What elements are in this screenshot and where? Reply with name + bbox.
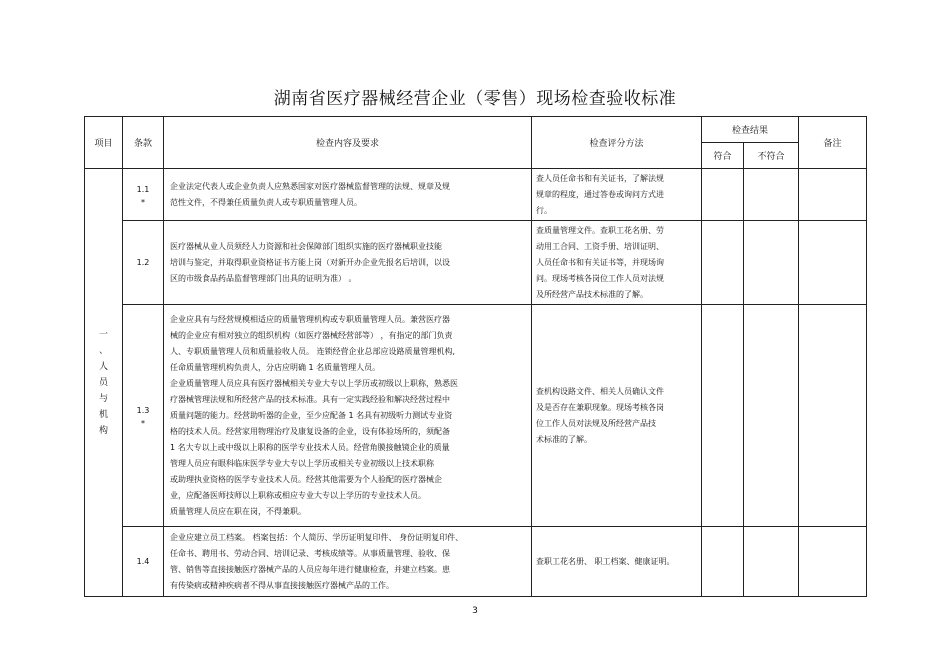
header-row — [85, 117, 867, 143]
clause-cell: 1.4 — [123, 527, 164, 597]
inspection-standards-table — [84, 116, 867, 597]
method-cell: 查质量管理文件。查职工花名册、劳 动用工合同、工资手册、培训证明、 人员任命书和有关证书等，并现场询 问。现场考核各岗位工作人员对法规 及所经营产品技术标准的了解。 — [532, 221, 702, 305]
pass-cell[interactable] — [702, 527, 744, 597]
header-content: 检查内容及要求 — [164, 117, 532, 169]
header-method: 检查评分方法 — [532, 117, 702, 169]
content-cell: 企业应具有与经营规模相适应的质量管理机构或专职质量管理人员。兼营医疗器 械的企业应有相对独立的组织机构（如医疗器械经营部等） ，有指定的部门负责 人、专职质量管理人员和质量验收人员。 连锁经营企业总部应设路质量管理机构, 任命质量管理机构负责人，分店应明确 1 名质量管理人员。 企业质量管理人员应具有医疗器械相关专业大专以上学历或初级以上职称，熟悉医 疗器械管理法规和所经营产品的技术标准。具有一定实践经验和解决经营过程中 质量问题的能力。经营助听器的企业，至少应配备 1 名具有初级听力测试专业资 格的技术人员。经营家用物理治疗及康复设备的企业，设有体验场所的，须配备 1 名大专以上或中级以上职称的医学专业技术人员。经营角膜接触镜企业的质量 管理人员应有眼科临床医学专业大专以上学历或相关专业初级以上技术职称 或助理执业资格的医学专业技术人员。经营其他需要为个人验配的医疗器械企 业，应配备医师技师以上职称或相应专业大专以上学历的专业技术人员。 质量管理人员应在职在岗，不得兼职。 — [164, 305, 532, 527]
fail-cell[interactable] — [744, 305, 799, 527]
remark-cell[interactable] — [799, 305, 867, 527]
table-row — [85, 169, 867, 221]
method-cell: 查职工花名册、 职工档案、健康证明。 — [532, 527, 702, 597]
table-row — [85, 221, 867, 305]
header-pass: 符合 — [702, 143, 744, 169]
document-title: 湖南省医疗器械经营企业（零售）现场检查验收标准 — [273, 89, 677, 109]
table-row — [85, 305, 867, 527]
page-number: 3 — [472, 606, 478, 616]
remark-cell[interactable] — [799, 221, 867, 305]
header-remark: 备注 — [799, 117, 867, 169]
category-cell: 一 、 人 员 与 机 构 — [85, 169, 123, 597]
method-cell: 查人员任命书和有关证书，了解法规 规章的程度，通过答卷或询问方式进 行。 — [532, 169, 702, 221]
pass-cell[interactable] — [702, 305, 744, 527]
clause-cell: 1.3 * — [123, 305, 164, 527]
remark-cell[interactable] — [799, 527, 867, 597]
clause-cell: 1.1 * — [123, 169, 164, 221]
clause-cell: 1.2 — [123, 221, 164, 305]
method-cell: 查机构设路文件、相关人员确认文件 及是否存在兼职现象。现场考核各岗 位工作人员对法规及所经营产品技 术标准的了解。 — [532, 305, 702, 527]
header-item: 项目 — [85, 117, 123, 169]
header-result: 检查结果 — [702, 117, 799, 143]
fail-cell[interactable] — [744, 527, 799, 597]
table-row — [85, 527, 867, 597]
fail-cell[interactable] — [744, 221, 799, 305]
remark-cell[interactable] — [799, 169, 867, 221]
fail-cell[interactable] — [744, 169, 799, 221]
content-cell: 企业法定代表人或企业负责人应熟悉国家对医疗器械监督管理的法规、规章及规 范性文件，不得兼任质量负责人或专职质量管理人员。 — [164, 169, 532, 221]
header-clause: 条款 — [123, 117, 164, 169]
content-cell: 医疗器械从业人员须经人力资源和社会保障部门组织实施的医疗器械职业技能 培训与鉴定，并取得职业资格证书方能上岗（对新开办企业先报名后培训，以设 区的市级食品药品监督管理部门出具的证明为准） 。 — [164, 221, 532, 305]
header-fail: 不符合 — [744, 143, 799, 169]
pass-cell[interactable] — [702, 221, 744, 305]
content-cell: 企业应建立员工档案。 档案包括：个人简历、学历证明复印件、 身份证明复印件、 任命书、聘用书、劳动合同、培训记录、考核成绩等。从事质量管理、验收、保 管、销售等直接接触医疗器械产品的人员应每年进行健康检查，并建立档案。患 有传染病或精神疾病者不得从事直接接触医疗器械产品的工作。 — [164, 527, 532, 597]
pass-cell[interactable] — [702, 169, 744, 221]
